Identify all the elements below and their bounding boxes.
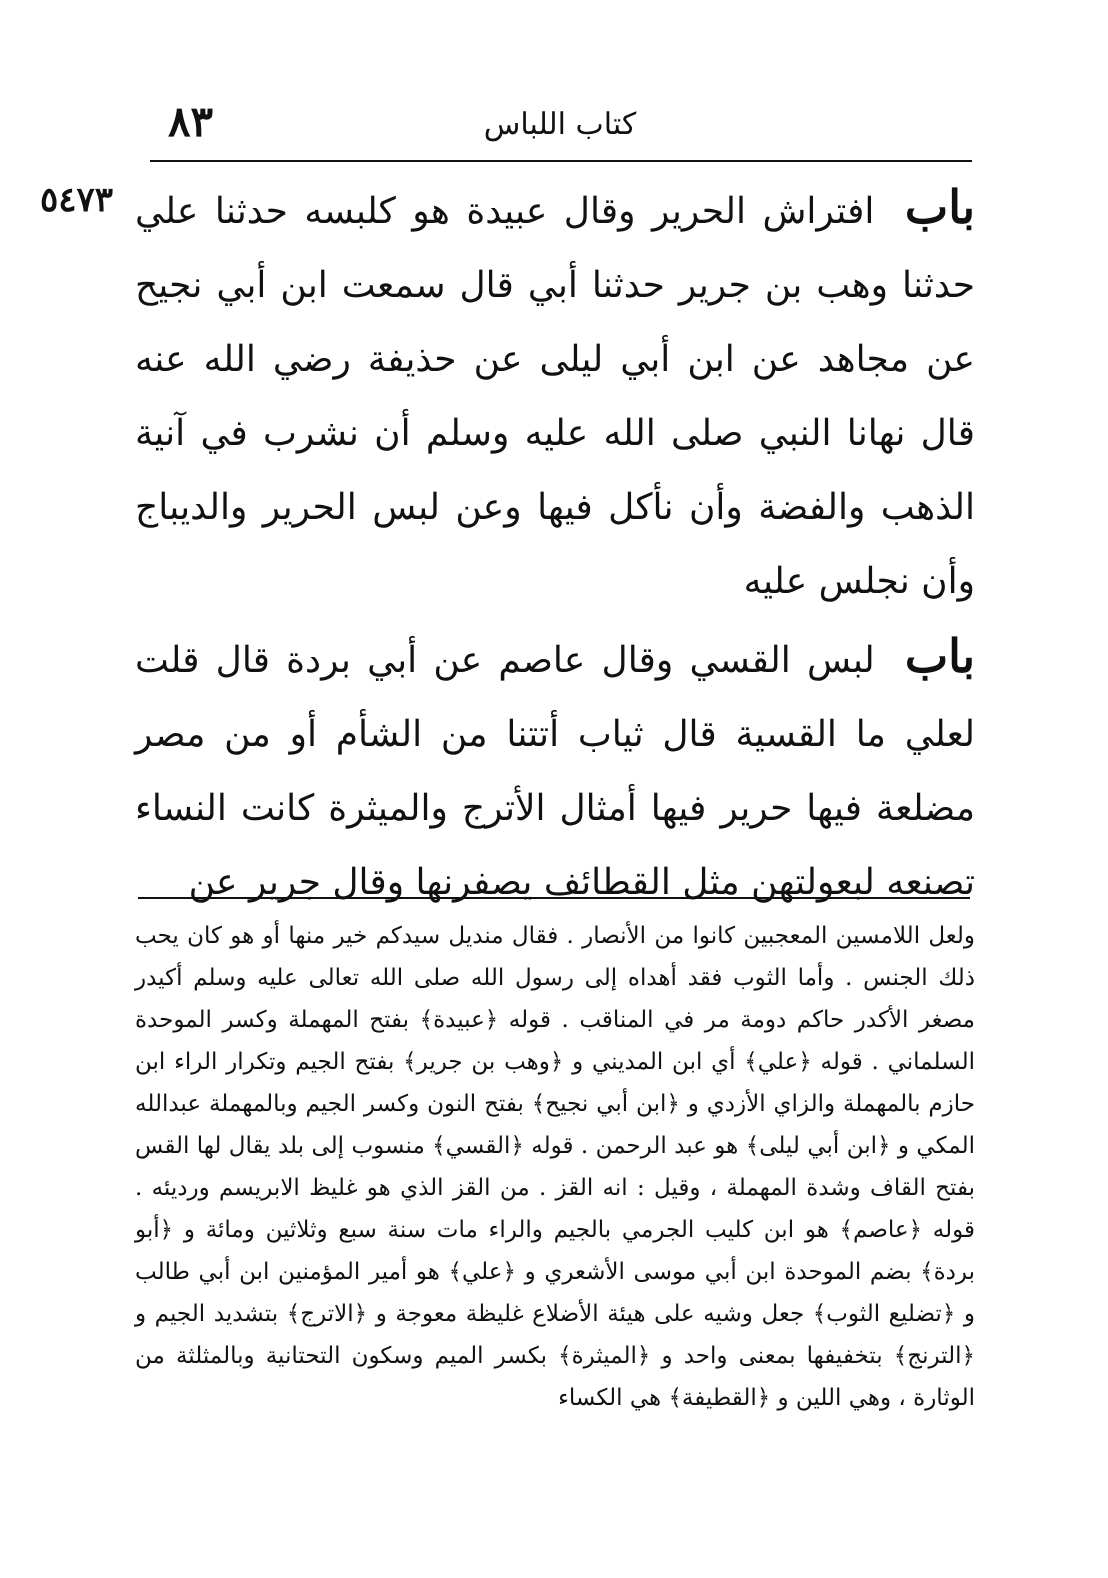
commentary-divider	[138, 897, 970, 899]
commentary	[135, 915, 975, 1419]
book-title: كتاب اللباس	[483, 107, 637, 142]
section-one-text: افتراش الحرير وقال عبيدة هو كلبسه حدثنا علي حدثنا وهب بن جرير حدثنا أبي قال سمعت ابن أبي نجيح عن مجاهد عن ابن أبي ليلى عن حذيفة رضي الله عنه قال نهانا النبي صلى الله عليه وسلم أن نشرب في آنية الذهب والفضة وأن نأكل فيها وعن لبس الحرير والديباج وأن نجلس عليه	[135, 191, 975, 602]
page-header	[150, 95, 970, 155]
section-one-heading: باب	[904, 180, 976, 234]
header-divider	[150, 160, 972, 162]
section-two-text: لبس القسي وقال عاصم عن أبي بردة قال قلت لعلي ما القسية قال ثياب أتتنا من الشأم أو من مصر مضلعة فيها حرير فيها أمثال الأترج والميثرة كانت النساء تصنعه لبعولتهن مثل القطائف يصفرنها وقال جرير عن	[135, 640, 975, 903]
section-two	[135, 619, 975, 920]
main-text	[135, 170, 975, 920]
section-one	[135, 170, 975, 619]
section-two-heading: باب	[904, 629, 975, 683]
hadith-number: ٥٤٧٣	[40, 180, 114, 220]
page-number: ٨٣	[168, 97, 214, 146]
commentary-text: ولعل اللامسين المعجبين كانوا من الأنصار . فقال منديل سيدكم خير منها أو هو كان يحب ذلك الجنس . وأما الثوب فقد أهداه إلى رسول الله صلى الله تعالى عليه وسلم أكيدر مصغر الأكدر حاكم دومة مر في المناقب . قوله ﴿عبيدة﴾ بفتح المهملة وكسر الموحدة السلماني . قوله ﴿علي﴾ أي ابن المديني و ﴿وهب بن جرير﴾ بفتح الجيم وتكرار الراء ابن حازم بالمهملة والزاي الأزدي و ﴿ابن أبي نجيح﴾ بفتح النون وكسر الجيم وبالمهملة عبدالله المكي و ﴿ابن أبي ليلى﴾ هو عبد الرحمن . قوله ﴿القسي﴾ منسوب إلى بلد يقال لها القس بفتح القاف وشدة المهملة ، وقيل : انه القز . من القز الذي هو غليظ الابريسم ورديئه . قوله ﴿عاصم﴾ هو ابن كليب الجرمي بالجيم والراء مات سنة سبع وثلاثين ومائة و ﴿أبو بردة﴾ بضم الموحدة ابن أبي موسى الأشعري و ﴿علي﴾ هو أمير المؤمنين ابن أبي طالب و ﴿تضليع الثوب﴾ جعل وشيه على هيئة الأضلاع غليظة معوجة و ﴿الاترج﴾ بتشديد الجيم و ﴿الترنج﴾ بتخفيفها بمعنى واحد و ﴿الميثرة﴾ بكسر الميم وسكون التحتانية وبالمثلثة من الوثارة ، وهي اللين و ﴿القطيفة﴾ هي الكساء	[135, 923, 975, 1411]
